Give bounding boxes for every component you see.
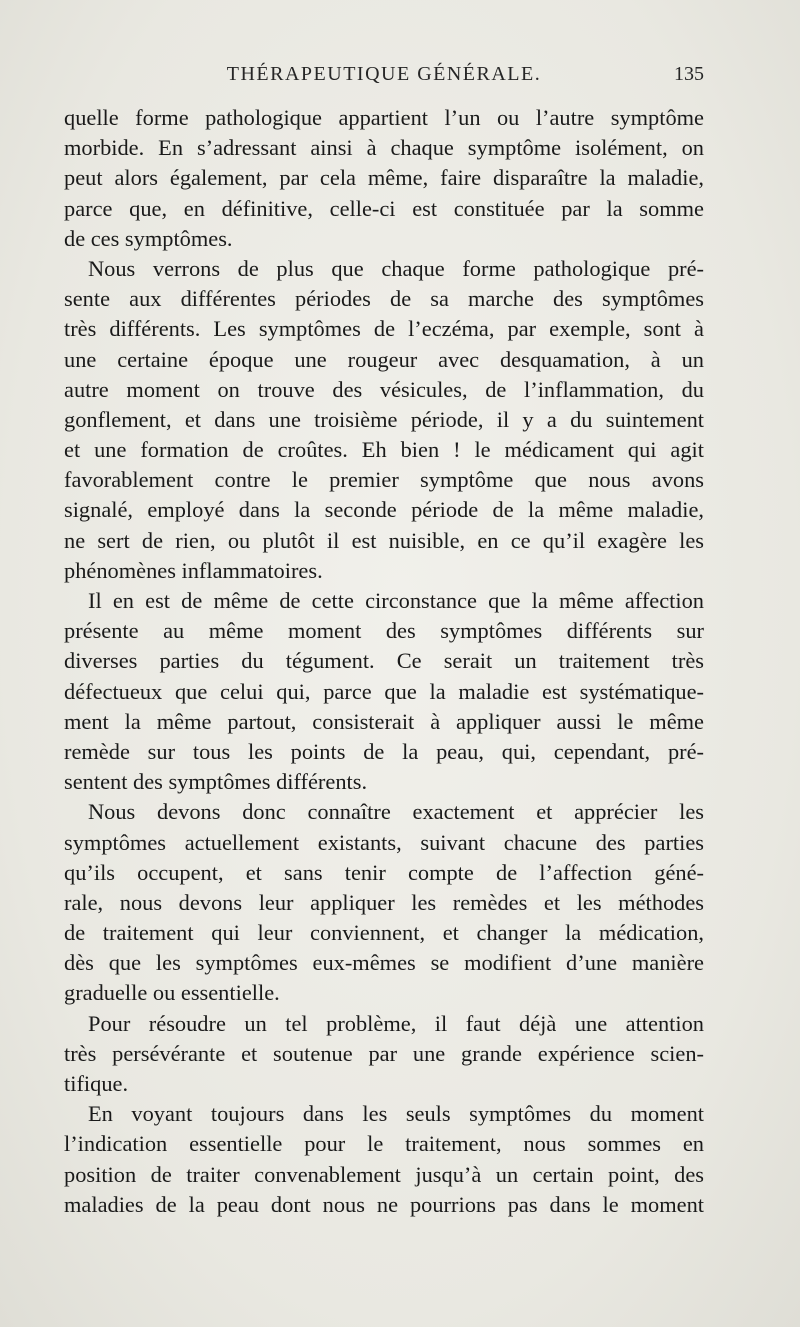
paragraph: [64, 797, 704, 1008]
text-line: présente au même moment des symptômes différents sur: [64, 618, 704, 644]
text-line: graduelle ou essentielle.: [64, 980, 280, 1006]
text-line: maladies de la peau dont nous ne pourrions pas dans le moment: [64, 1191, 704, 1217]
text-line: l’indication essentielle pour le traitement, nous sommes en: [64, 1131, 704, 1157]
text-line: En voyant toujours dans les seuls symptômes du moment: [88, 1101, 704, 1127]
text-line: dès que les symptômes eux-mêmes se modifient d’une manière: [64, 950, 704, 976]
text-line: et une formation de croûtes. Eh bien ! le médicament qui agit: [64, 437, 704, 463]
text-line: ne sert de rien, ou plutôt il est nuisible, en ce qu’il exagère les: [64, 527, 704, 553]
text-line: de ces symptômes.: [64, 225, 233, 251]
running-title: THÉRAPEUTIQUE GÉNÉRALE.: [226, 63, 542, 85]
text-line: autre moment on trouve des vésicules, de l’inflammation, du: [64, 376, 704, 402]
text-line: une certaine époque une rougeur avec desquamation, à un: [64, 346, 704, 372]
text-line: sentent des symptômes différents.: [64, 769, 368, 795]
text-line: favorablement contre le premier symptôme que nous avons: [64, 467, 704, 493]
text-line: rale, nous devons leur appliquer les remèdes et les méthodes: [64, 889, 704, 915]
text-line: tifique.: [64, 1071, 129, 1096]
paragraph: [64, 586, 704, 797]
paragraph: [64, 1009, 704, 1100]
text-line: morbide. En s’adressant ainsi à chaque symptôme isolément, on: [64, 135, 704, 161]
paragraph: [64, 254, 704, 586]
text-line: très différents. Les symptômes de l’eczéma, par exemple, sont à: [64, 316, 704, 342]
text-line: diverses parties du tégument. Ce serait un traitement très: [64, 648, 704, 674]
text-line: phénomènes inflammatoires.: [64, 557, 323, 583]
text-line: quelle forme pathologique appartient l’un ou l’autre symptôme: [64, 105, 704, 130]
page-number: 135: [674, 63, 704, 85]
text-line: qu’ils occupent, et sans tenir compte de l’affection géné-: [64, 859, 704, 885]
text-line: Nous verrons de plus que chaque forme pathologique pré-: [88, 255, 704, 281]
running-head: [64, 63, 704, 89]
text-line: ment la même partout, consisterait à appliquer aussi le même: [64, 708, 704, 734]
body-text: [64, 103, 704, 1220]
paragraph: [64, 103, 704, 254]
text-line: Pour résoudre un tel problème, il faut déjà une attention: [88, 1010, 704, 1036]
text-line: signalé, employé dans la seconde période de la même maladie,: [64, 497, 704, 523]
text-line: défectueux que celui qui, parce que la maladie est systématique-: [64, 678, 704, 704]
text-line: peut alors également, par cela même, faire disparaître la maladie,: [64, 165, 704, 191]
text-line: parce que, en définitive, celle-ci est constituée par la somme: [64, 195, 704, 221]
text-line: position de traiter convenablement jusqu’à un certain point, des: [64, 1161, 704, 1187]
text-line: remède sur tous les points de la peau, qui, cependant, pré-: [64, 738, 704, 764]
text-line: symptômes actuellement existants, suivant chacune des parties: [64, 829, 704, 855]
text-line: Nous devons donc connaître exactement et apprécier les: [88, 799, 704, 825]
text-line: de traitement qui leur conviennent, et changer la médication,: [64, 920, 704, 946]
text-line: Il en est de même de cette circonstance que la même affection: [88, 588, 704, 613]
text-line: sente aux différentes périodes de sa marche des symptômes: [64, 286, 704, 312]
text-line: très persévérante et soutenue par une grande expérience scien-: [64, 1040, 704, 1066]
text-line: gonflement, et dans une troisième période, il y a du suintement: [64, 406, 704, 432]
paragraph: [64, 1099, 704, 1220]
